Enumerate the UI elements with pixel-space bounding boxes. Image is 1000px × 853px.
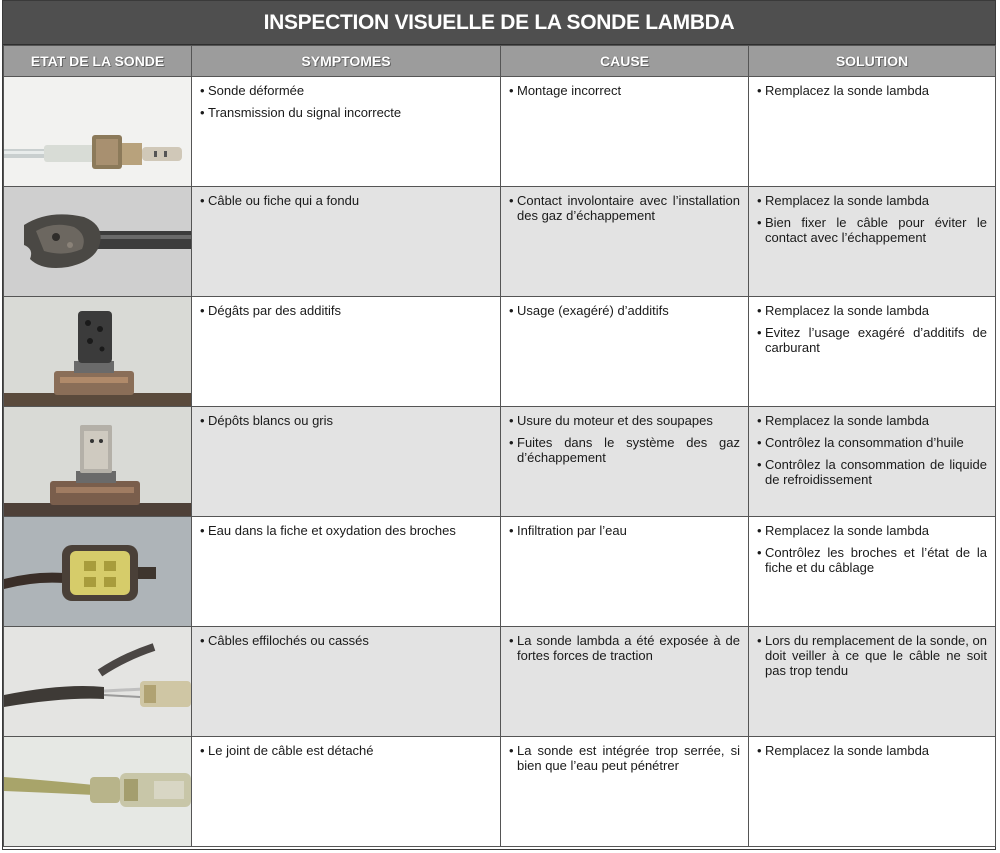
list-item: • Contrôlez la consommation d’huile <box>757 435 987 450</box>
connector-oxidation-photo <box>4 517 192 627</box>
list-item: • Contact involontaire avec l’installation des gaz d’échappement <box>509 193 740 223</box>
list-item: • Usure du moteur et des soupapes <box>509 413 740 428</box>
additive-damage-photo <box>4 297 192 407</box>
column-header-solution: SOLUTION <box>749 46 996 77</box>
table-row <box>4 517 996 627</box>
list-item: • Câbles effilochés ou cassés <box>200 633 492 648</box>
inspection-sheet <box>2 0 996 850</box>
list-item: • Contrôlez la consommation de liquide de refroidissement <box>757 457 987 487</box>
inspection-table <box>3 45 996 847</box>
list-item: • Remplacez la sonde lambda <box>757 743 987 758</box>
detached-seal-photo <box>4 737 192 847</box>
table-row <box>4 737 996 847</box>
list-item: • Transmission du signal incorrecte <box>200 105 492 120</box>
list-item: • Dépôts blancs ou gris <box>200 413 492 428</box>
list-item: • Le joint de câble est détaché <box>200 743 492 758</box>
page-title: INSPECTION VISUELLE DE LA SONDE LAMBDA <box>3 1 995 45</box>
melted-cable-photo <box>4 187 192 297</box>
table-row <box>4 187 996 297</box>
column-header-state: ETAT DE LA SONDE <box>4 46 192 77</box>
list-item: • Usage (exagéré) d’additifs <box>509 303 740 318</box>
list-item: • Infiltration par l’eau <box>509 523 740 538</box>
list-item: • Remplacez la sonde lambda <box>757 83 987 98</box>
list-item: • Contrôlez les broches et l’état de la fiche et du câblage <box>757 545 987 575</box>
table-row <box>4 407 996 517</box>
column-header-cause: CAUSE <box>501 46 749 77</box>
column-header-symptoms: SYMPTOMES <box>192 46 501 77</box>
list-item: • Fuites dans le système des gaz d’échappement <box>509 435 740 465</box>
table-header-row <box>4 46 996 77</box>
frayed-cable-photo <box>4 627 192 737</box>
table-row <box>4 77 996 187</box>
list-item: • Sonde déformée <box>200 83 492 98</box>
list-item: • Remplacez la sonde lambda <box>757 303 987 318</box>
list-item: • Remplacez la sonde lambda <box>757 193 987 208</box>
list-item: • Bien fixer le câble pour éviter le contact avec l’échappement <box>757 215 987 245</box>
list-item: • Remplacez la sonde lambda <box>757 523 987 538</box>
list-item: • Eau dans la fiche et oxydation des broches <box>200 523 492 538</box>
sensor-deformed-photo <box>4 77 192 187</box>
list-item: • Montage incorrect <box>509 83 740 98</box>
table-row <box>4 627 996 737</box>
list-item: • La sonde est intégrée trop serrée, si bien que l’eau peut pénétrer <box>509 743 740 773</box>
list-item: • Dégâts par des additifs <box>200 303 492 318</box>
list-item: • Evitez l’usage exagéré d’additifs de carburant <box>757 325 987 355</box>
list-item: • Remplacez la sonde lambda <box>757 413 987 428</box>
list-item: • Lors du remplacement de la sonde, on doit veiller à ce que le câble ne soit pas trop tendu <box>757 633 987 678</box>
white-grey-deposits-photo <box>4 407 192 517</box>
list-item: • Câble ou fiche qui a fondu <box>200 193 492 208</box>
list-item: • La sonde lambda a été exposée à de fortes forces de traction <box>509 633 740 663</box>
table-row <box>4 297 996 407</box>
